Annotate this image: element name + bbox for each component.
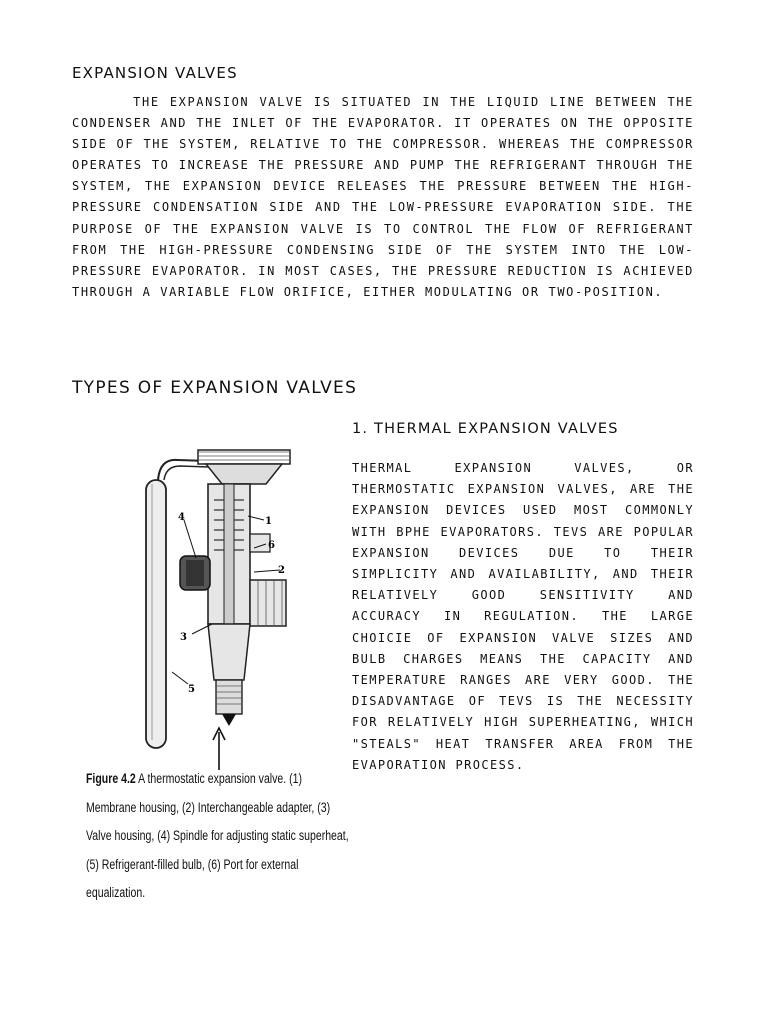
- types-heading: TYPES OF EXPANSION VALVES: [72, 378, 358, 398]
- callout-5: 5: [188, 684, 195, 695]
- valve-figure: [88, 440, 346, 780]
- callout-2: 2: [278, 565, 285, 576]
- subheading-thermal: 1. THERMAL EXPANSION VALVES: [352, 421, 619, 437]
- tev-paragraph: THERMAL EXPANSION VALVES, OR THERMOSTATIC EXPANSION VALVES, ARE THE EXPANSION DEVICES USED MOST COMMONLY WITH BPHE EVAPORATORS. TEVS ARE POPULAR EXPANSION DEVICES DUE TO THEIR SIMPLICITY AND AVAILABILITY, AND THEIR RELATIVELY GOOD SENSITIVITY AND ACCURACY IN REGULATION. THE LARGE CHOICIE OF EXPANSION VALVE SIZES AND BULB CHARGES MEANS THE CAPACITY AND TEMPERATURE RANGES ARE VERY GOOD. THE DISADVANTAGE OF TEVS IS THE NECESSITY FOR RELATIVELY HIGH SUPERHEATING, WHICH "STEALS" HEAT TRANSFER AREA FROM THE EVAPORATION PROCESS.: [352, 461, 694, 772]
- callout-4: 4: [178, 512, 185, 523]
- figure-caption: [86, 765, 351, 908]
- valve-illustration: [88, 440, 346, 780]
- callout-6: 6: [268, 540, 275, 551]
- section-heading: EXPANSION VALVES: [72, 64, 238, 82]
- figure-caption-text: A thermostatic expansion valve. (1) Membrane housing, (2) Interchangeable adapter, (3) Valve housing, (4) Spindle for adjusting static superheat, (5) Refrigerant-filled bulb, (6) Port for external equalization.: [86, 771, 349, 900]
- intro-paragraph: THE EXPANSION VALVE IS SITUATED IN THE LIQUID LINE BETWEEN THE CONDENSER AND THE INLET OF THE EVAPORATOR. IT OPERATES ON THE OPPOSITE SIDE OF THE SYSTEM, RELATIVE TO THE COMPRESSOR. WHEREAS THE COMPRESSOR OPERATES TO INCREASE THE PRESSURE AND PUMP THE REFRIGERANT THROUGH THE SYSTEM, THE EXPANSION DEVICE RELEASES THE PRESSURE BETWEEN THE HIGH-PRESSURE CONDENSATION SIDE AND THE LOW-PRESSURE EVAPORATION SIDE. THE PURPOSE OF THE EXPANSION VALVE IS TO CONTROL THE FLOW OF REFRIGERANT FROM THE HIGH-PRESSURE CONDENSING SIDE OF THE SYSTEM INTO THE LOW-PRESSURE EVAPORATOR. IN MOST CASES, THE PRESSURE REDUCTION IS ACHIEVED THROUGH A VARIABLE FLOW ORIFICE, EITHER MODULATING OR TWO-POSITION.: [72, 95, 694, 299]
- figure-label: Figure 4.2: [86, 771, 136, 786]
- callout-1: 1: [265, 516, 272, 527]
- callout-3: 3: [180, 632, 187, 643]
